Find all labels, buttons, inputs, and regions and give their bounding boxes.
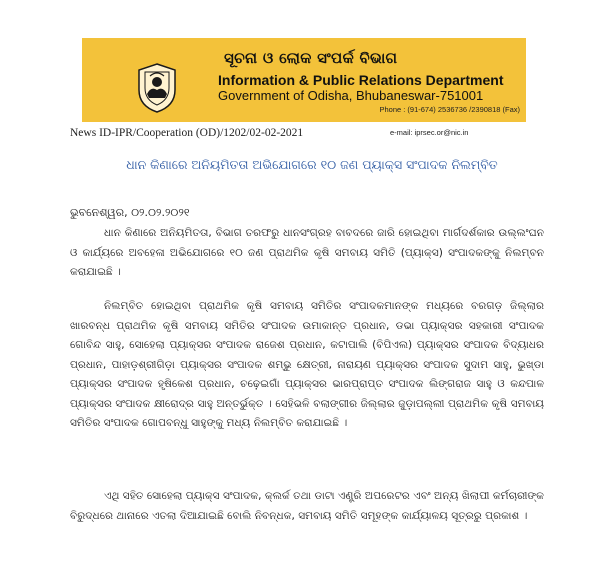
body-paragraph-3: ଏଥି ସହିତ ସୋହେଲା ପ୍ୟାକ୍ସ ସଂପାଦକ, କ୍ଲର୍କ ତଥା ଡାଟା ଏଣ୍ଟ୍ରି ଅପରେଟର ଏବଂ ଅନ୍ୟ ଖିଲାପୀ କର୍ମଚାରୀଙ୍କ ବିରୁଦ୍ଧରେ ଥାନାରେ ଏତଲା ଦିଆଯାଇଛି ବୋଲି ନିବନ୍ଧକ, ସମବାୟ ସମିତି ସମୂହଙ୍କ କାର୍ଯ୍ୟାଳୟ ସୂତ୍ରରୁ ପ୍ରକାଶ । [70,490,544,522]
government-address: Government of Odisha, Bhubaneswar-751001 [218,88,484,103]
press-release-headline: ଧାନ କିଣାରେ ଅନିୟମିତତା ଅଭିଯୋଗରେ ୧୦ ଜଣ ପ୍ୟାକ୍ସ ସଂପାଦକ ନିଲମ୍ବିତ [126,157,498,172]
phone-line: Phone : (91-674) 2536736 /2390818 (Fax) [379,105,520,114]
dateline: ଭୁବନେଶ୍ୱର, ୦୨.୦୨.୨୦୨୧ [70,206,190,219]
department-name-odia: ସୂଚନା ଓ ଲୋକ ସଂପର୍କ ବିଭାଗ [224,49,398,67]
body-paragraph-1: ଧାନ କିଣାରେ ଅନିୟମିତତା, ବିଭାଗ ତରଫରୁ ଧାନସଂଗ୍ରହ ବାବଦରେ ଜାରି ହୋଇଥିବା ମାର୍ଗଦର୍ଶକାର ଉଲ୍ଲଂଘନ ଓ କାର୍ଯ୍ୟରେ ଅବହେଳା ଅଭିଯୋଗରେ ୧୦ ଜଣ ପ୍ରାଥମିକ କୃଷି ସମବାୟ ସମିତି (ପ୍ୟାକ୍ସ) ସଂପାଦକଙ୍କୁ ନିଲମ୍ବନ କରାଯାଇଛି । [70,227,544,278]
news-id: News ID-IPR/Cooperation (OD)/1202/02-02-2021 [70,127,304,139]
department-banner [82,38,526,122]
email-line: e-mail: iprsec.or@nic.in [390,128,469,137]
odisha-emblem-icon [135,62,179,114]
department-name-english: Information & Public Relations Department [218,72,504,88]
body-paragraph-2: ନିଲମ୍ବିତ ହୋଇଥିବା ପ୍ରାଥମିକ କୃଷି ସମବାୟ ସମିତିର ସଂପାଦକମାନଙ୍କ ମଧ୍ୟରେ ବରଗଡ଼ ଜିଲ୍ଲାର ଖାରବନ୍ଧ ପ୍ରାଥମିକ କୃଷି ସମବାୟ ସମିତିର ସଂପାଦକ ଉମାକାନ୍ତ ପ୍ରଧାନ, ଡଭା ପ୍ୟାକ୍ସର ସହକାରୀ ସଂପାଦକ ଗୋବିନ୍ଦ ସାହୁ, ସୋହେଲା ପ୍ୟାକ୍ସର ସଂପାଦକ ରାଜେଶ ପ୍ରଧାନ, କଟାପାଲି (ବିପିଏଲ) ପ୍ୟାକ୍ସର ସଂପାଦକ ବିଦ୍ୟାଧର ପ୍ରଧାନ, ପାହାଡ଼ଶ୍ରୀଗିଡ଼ା ପ୍ୟାକ୍ସର ସଂପାଦକ ଶମ୍ଭୁ କ୍ଷେତ୍ରୀ, ନାରାୟଣ ପ୍ୟାକ୍ସର ସଂପାଦକ ସୁଦାମ ସାହୁ, ଭୁଖ୍ଡା ପ୍ୟାକ୍ସର ସଂପାଦକ ହୃଷିକେଶ ପ୍ରଧାନ, ଚଢ଼େଇଗାଁ ପ୍ୟାକ୍ସର ଭାରପ୍ରାପ୍ତ ସଂପାଦକ ଲିଙ୍ଗରାଜ ସାହୁ ଓ କନ୍ଦପାଳ ପ୍ୟାକ୍ସର ସଂପାଦକ କ୍ଷୀରୋଦ୍ର ସାହୁ ଅନ୍ତର୍ଭୁକ୍ତ । ସେହିଭଳି ବଲାଙ୍ଗୀର ଜିଲ୍ଲାର ଜୁଡ଼ାପଲ୍ଲୀ ପ୍ରାଥମିକ କୃଷି ସମବାୟ ସମିତିର ସଂପାଦକ ଗୋପବନ୍ଧୁ ସାହୁଙ୍କୁ ମଧ୍ୟ ନିଲମ୍ବିତ କରାଯାଇଛି । [70,300,544,429]
